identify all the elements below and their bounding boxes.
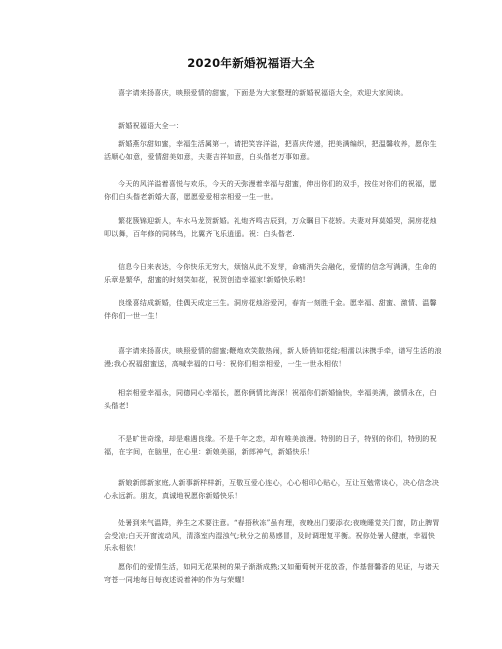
- paragraph: 良缘喜结成新婚，佳偶天成定三生。洞房花烛浴爱河，春宵一刻胜千金。愿幸福、甜蜜、激情、温馨伴你们一世一生！: [104, 298, 437, 320]
- paragraph: 信息今日来表达，今你快乐无穷大，烦恼从此不发芽，命痛消失会融化，爱情的信念写满满，生命的乐章是繁华，甜蜜的时刻笑如花，祝贺创造幸福家!新婚快乐哟!: [104, 262, 437, 284]
- paragraph: 新婚燕尔甜如蜜，幸福生活属第一，请把笑容洋溢，把喜庆传递，把美满编织，把温馨收养，愿你生活顺心如意，爱情甜美如意，夫妻吉祥如意，白头偕老万事如意。: [104, 139, 437, 161]
- paragraph-section-heading: 新婚祝福语大全一：: [118, 121, 184, 130]
- paragraph: 繁花簇锦迎新人，车水马龙贺新婚。礼炮齐鸣吉辰到，万众瞩目下花轿。夫妻对拜莫婚哭，洞房花烛叩以舞，百年修的同林鸟，比翼齐飞乐逍遥。祝：白头偕老.: [104, 216, 437, 238]
- paragraph: 今天的风洋溢着喜悦与欢乐，今天的天弥漫着幸福与甜蜜，伸出你们的双手，按住对你们的祝福，愿你们白头偕老新婚大喜，愿愿爱爱相亲相爱一生一世。: [104, 179, 437, 201]
- paragraph: 愿你们的爱情生活，如同无花果树的果子渐渐成熟;又如葡萄树开花放香，作基督馨香的见证，与诸天穹苍一同地每日每夜述说着神的作为与荣耀!: [104, 562, 440, 584]
- document-title: 2020年新婚祝福语大全: [187, 56, 315, 70]
- paragraph: 处暑到来气温降，养生之术要注意。“春捂秋冻”虽有理，夜晚出门要添衣;夜晚睡觉关门窗，防止脾胃会受凉;白天开窗流动风，清涤室内湿浊气;秋分之前易感冒，及时调理复平衡。祝你处暑人健康，幸福快乐永相依！: [104, 518, 440, 552]
- paragraph: 不是旷世奇缘，却是难遇良缘。不是千年之恋，却有唯美浪漫。特别的日子，特别的你们，特别的祝福，在字间，在脑里，在心里：新娘美丽，新郎神气，新婚快乐！: [104, 434, 437, 456]
- paragraph-intro: 喜字请来扬喜庆，映照爱情的甜蜜，下面是为大家整理的新婚祝福语大全，欢迎大家阅读。: [118, 88, 408, 97]
- paragraph: 新娘新郎新家庭,人新事新样样新，互敬互爱心连心，心心相印心贴心，互让互勉常谈心，决心信念决心永远新。朋友，真诚地祝愿你新婚快乐！: [104, 478, 440, 500]
- paragraph: 喜字请来扬喜庆，映照爱情的甜蜜;鞭炮欢笑散热闹，新人娇俏如花绽;相濡以沫携手牵，谱写生活的浪漫;我心祝福甜蜜送，高喊幸福的口号：祝你们相亲相爱，一生一世永相依！: [104, 346, 442, 368]
- paragraph: 相亲相爱幸福永，同德同心幸福长，愿你俩情比海深！祝福你们新婚愉快，幸福美满，激情永在，白头偕老!: [104, 388, 437, 410]
